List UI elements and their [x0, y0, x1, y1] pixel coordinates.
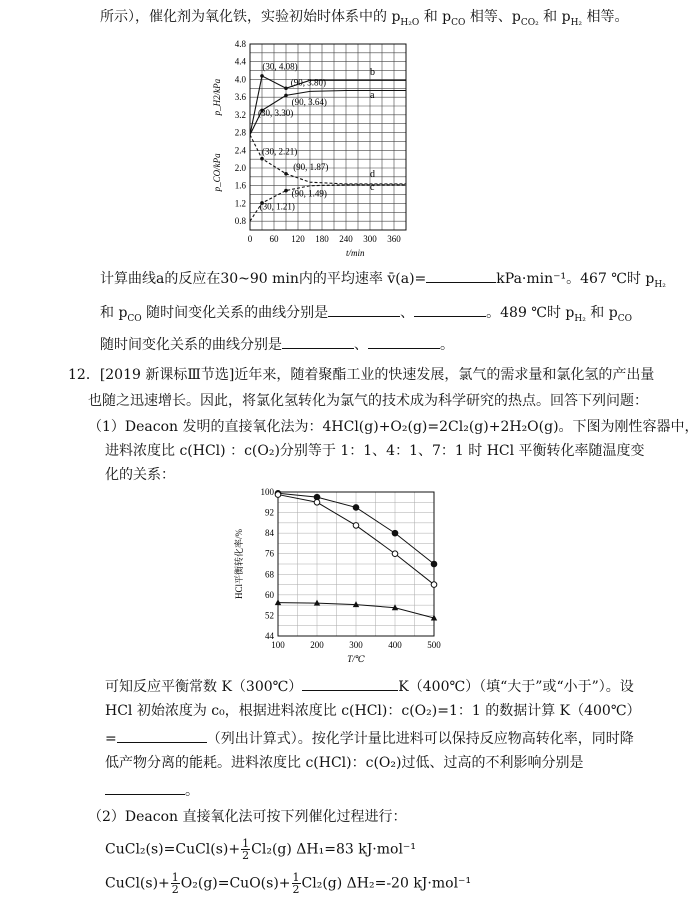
- data-marker-open-circle: [314, 499, 320, 505]
- y-tick-label: 76: [265, 548, 274, 559]
- eq2-right: Cl₂(g) ΔH₂=-20 kJ·mol⁻¹: [301, 875, 472, 892]
- y-tick-label: 2.8: [234, 127, 246, 138]
- data-point: [284, 172, 288, 176]
- answer-blank-k-compare[interactable]: [302, 676, 398, 691]
- q12-line2: 也随之迅速增长。因此，将氯化氢转化为氯气的技术成为科学研究的热点。回答下列问题：: [88, 393, 648, 409]
- curve-label-d: d: [370, 168, 375, 180]
- point-label: (90, 1.87): [293, 161, 329, 172]
- eq2-left: CuCl(s)+: [105, 875, 170, 892]
- y-axis-label-bottom: p_CO/kPa: [212, 153, 222, 192]
- intro-text-3: 相等、p: [465, 9, 521, 25]
- k-text-g: 。: [185, 783, 199, 799]
- x-tick-label: 500: [427, 640, 441, 650]
- y-tick-label: 100: [260, 487, 274, 497]
- y-tick-label: 4.4: [234, 56, 246, 67]
- equation-1: [105, 838, 416, 861]
- data-marker-filled-circle: [431, 561, 437, 567]
- x-tick-label: 300: [349, 640, 363, 650]
- rate-question-unit: kPa·min⁻¹。467 ℃时 p: [496, 271, 655, 287]
- data-point: [284, 86, 288, 90]
- k-text-a: 可知反应平衡常数 K（300℃）: [105, 679, 303, 695]
- point-label: (30, 3.30): [258, 108, 294, 119]
- y-tick-label: 2.0: [234, 163, 246, 173]
- hcl-conversion-chart: [228, 484, 448, 664]
- q3-text-a: 随时间变化关系的曲线分别是: [100, 337, 282, 353]
- sub-co-3: CO: [617, 313, 632, 324]
- part2-heading: （2）Deacon 直接氧化法可按下列催化过程进行：: [88, 809, 407, 825]
- x-axis-label: t/min: [346, 248, 365, 258]
- data-marker-open-circle: [431, 582, 437, 588]
- y-tick-label: 1.2: [234, 198, 246, 209]
- k-text-d: =: [105, 731, 117, 747]
- intro-text-4: 和 p: [538, 9, 571, 25]
- answer-blank-ratio-effect[interactable]: [105, 780, 185, 795]
- x-tick-label: 0: [247, 234, 253, 244]
- answer-blank-489-co[interactable]: [368, 334, 440, 349]
- x-axis-label: T/℃: [347, 654, 365, 664]
- y-tick-label: 84: [265, 528, 274, 539]
- eq1-left: CuCl₂(s)=CuCl(s)+: [105, 841, 241, 858]
- x-tick-label: 200: [310, 640, 324, 650]
- q12-part1-line3: 化的关系：: [105, 467, 175, 483]
- curve-label-c: c: [370, 182, 375, 194]
- answer-blank-k-expression[interactable]: [117, 728, 207, 743]
- k-question-line4: 低产物分离的能耗。进料浓度比 c(HCl)：c(O₂)过低、过高的不利影响分别是: [105, 755, 584, 771]
- eq1-frac-num: 1: [242, 837, 250, 850]
- eq1-right: Cl₂(g) ΔH₁=83 kJ·mol⁻¹: [251, 841, 416, 858]
- q2-text-a: 和 p: [100, 305, 128, 321]
- data-marker-triangle: [275, 599, 281, 605]
- sub-co2: CO₂: [520, 17, 539, 28]
- eq2-mid: O₂(g)=CuO(s)+: [180, 875, 291, 892]
- eq2-fraction-1: [171, 872, 180, 895]
- intro-text-2: 和 p: [419, 9, 452, 25]
- eq1-fraction: [241, 838, 250, 861]
- sub-co: CO: [451, 17, 466, 28]
- x-tick-label: 240: [339, 234, 353, 244]
- y-tick-label: 4.0: [234, 74, 246, 85]
- sub-h2o: H₂O: [400, 17, 420, 28]
- point-label: (90, 1.49): [291, 188, 327, 199]
- data-marker-open-circle: [275, 492, 281, 498]
- equation-2: [105, 872, 471, 895]
- intro-line: [100, 8, 629, 32]
- point-label: (30, 1.21): [259, 201, 295, 212]
- answer-blank-467-h2[interactable]: [328, 302, 400, 317]
- q3-text-c: 。: [440, 337, 454, 353]
- y-tick-label: 2.4: [234, 145, 246, 156]
- x-tick-label: 100: [271, 640, 285, 650]
- curve-label-b: b: [370, 67, 375, 78]
- q2-text-b: 随时间变化关系的曲线分别是: [141, 305, 329, 321]
- eq2-frac1-den: 2: [171, 883, 179, 896]
- intro-text-1: 所示），催化剂为氧化铁，实验初始时体系中的 p: [100, 9, 401, 25]
- point-label: (90, 3.64): [291, 97, 327, 108]
- y-tick-label: 92: [265, 507, 274, 518]
- rate-question-text: 计算曲线a的反应在30~90 min内的平均速率 v̄(a)=: [100, 271, 427, 287]
- y-tick-label: 1.6: [234, 180, 246, 191]
- data-marker-open-circle: [392, 551, 398, 557]
- eq2-frac1-num: 1: [171, 871, 179, 884]
- k-text-b: K（400℃）（填“大于”或“小于”）。设: [398, 679, 634, 695]
- q3-text-b: 、: [354, 337, 368, 353]
- eq2-frac2-den: 2: [292, 883, 300, 896]
- answer-blank-489-h2[interactable]: [282, 334, 354, 349]
- y-tick-label: 3.2: [234, 109, 246, 120]
- data-point: [284, 189, 288, 193]
- x-tick-label: 60: [269, 234, 279, 244]
- rate-question-line3: [100, 334, 454, 354]
- y-tick-label: 44: [265, 631, 274, 641]
- q2-text-d: 。489 ℃时 p: [486, 305, 575, 321]
- q12-part1-line2: 进料浓度比 c(HCl) ：c(O₂)分别等于 1：1、4：1、7：1 时 HCl 平衡转化率随温度变: [105, 443, 645, 459]
- k-question-line5: [105, 780, 199, 800]
- y-axis-label: HCl平衡转化率/%: [234, 528, 244, 600]
- y-tick-label: 0.8: [234, 216, 246, 227]
- eq2-frac2-num: 1: [292, 871, 300, 884]
- sub-h2-2: H₂: [654, 279, 666, 290]
- q12-heading: 12．[2019 新课标Ⅲ节选]近年来，随着聚酯工业的快速发展，氯气的需求量和氯化氢的产出量: [68, 367, 655, 383]
- eq1-frac-den: 2: [242, 849, 250, 862]
- sub-co-2: CO: [127, 313, 142, 324]
- rate-question-line2: [100, 302, 632, 328]
- y-tick-label: 52: [265, 610, 274, 621]
- q2-text-e: 和 p: [585, 305, 618, 321]
- answer-blank-467-co[interactable]: [414, 302, 486, 317]
- series-curve-b: [250, 76, 406, 135]
- pressure-time-chart: [210, 36, 420, 264]
- data-point: [284, 94, 288, 98]
- rate-question-line1: [100, 268, 666, 294]
- curve-label-a: a: [370, 90, 375, 102]
- point-label: (90, 3.80): [290, 77, 327, 88]
- y-tick-label: 60: [265, 589, 274, 600]
- x-tick-label: 360: [387, 234, 401, 244]
- k-question-line2: HCl 初始浓度为 c₀，根据进料浓度比 c(HCl)：c(O₂)=1：1 的数据计算 K（400℃）: [105, 703, 641, 719]
- data-point: [260, 74, 264, 78]
- k-question-line3: [105, 728, 634, 748]
- q12-part1-line1: （1）Deacon 发明的直接氧化法为：4HCl(g)+O₂(g)=2Cl₂(g)+2H₂O(g)。下图为刚性容器中，: [88, 419, 699, 435]
- y-tick-label: 3.6: [234, 92, 246, 103]
- eq2-fraction-2: [292, 872, 301, 895]
- y-tick-label: 68: [265, 569, 274, 580]
- y-tick-label: 4.8: [234, 39, 246, 49]
- data-marker-filled-circle: [353, 505, 359, 511]
- k-text-e: （列出计算式）。按化学计量比进料可以保持反应物高转化率，同时降: [206, 731, 634, 747]
- data-marker-open-circle: [353, 523, 359, 529]
- x-tick-label: 120: [291, 234, 305, 244]
- x-tick-label: 400: [388, 640, 402, 650]
- intro-text-5: 相等。: [582, 9, 629, 25]
- sub-h2: H₂: [570, 17, 583, 28]
- data-point: [260, 157, 264, 161]
- x-tick-label: 180: [315, 234, 329, 244]
- sub-h2-3: H₂: [574, 313, 586, 324]
- k-question-line1: [105, 676, 634, 696]
- data-marker-filled-circle: [392, 530, 398, 536]
- answer-blank-rate[interactable]: [426, 268, 496, 283]
- q2-text-c: 、: [400, 305, 415, 321]
- x-tick-label: 300: [363, 234, 377, 244]
- point-label: (30, 4.08): [262, 61, 298, 72]
- point-label: (30, 2.21): [262, 146, 298, 157]
- y-axis-label-top: p_H2/kPa: [212, 78, 222, 116]
